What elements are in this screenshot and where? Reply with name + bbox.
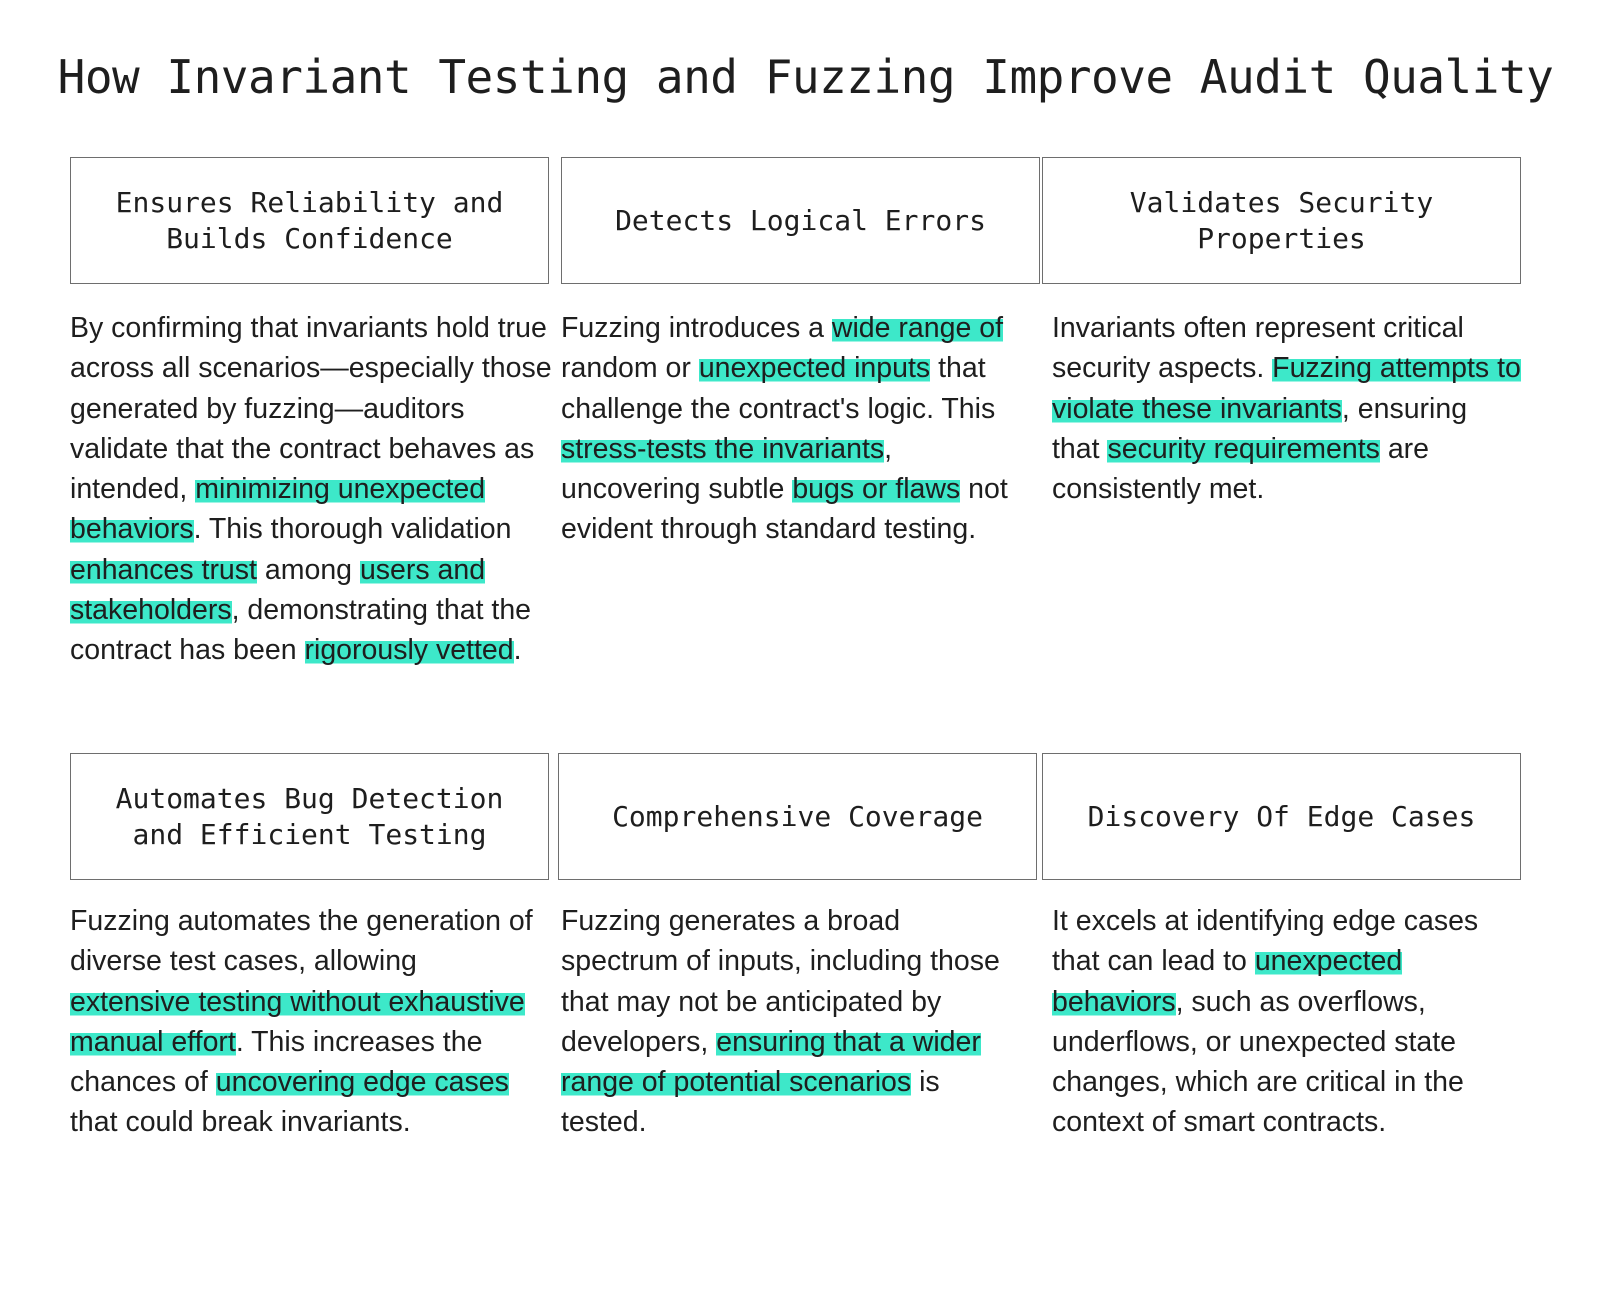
body-text: , uncovering subtle: [561, 432, 893, 506]
highlighted-phrase: unexpected inputs: [698, 352, 931, 385]
highlighted-phrase: unexpected behaviors: [1052, 945, 1403, 1018]
body-text: not evident through standard testing.: [561, 473, 1008, 546]
highlighted-phrase: uncovering edge cases: [215, 1066, 509, 1099]
card-body-coverage: [561, 901, 1021, 1143]
body-text: among: [256, 553, 360, 586]
body-text: . This increases the chances of: [70, 1025, 483, 1099]
highlighted-phrase: wide range of: [831, 312, 1004, 344]
card-body-security: [1052, 308, 1522, 509]
page-title: How Invariant Testing and Fuzzing Improve Audit Quality: [57, 50, 1554, 104]
card-heading-reliability: Ensures Reliability and Builds Confidence: [70, 157, 549, 284]
body-text: , such as overflows, underflows, or unexpected state changes, which are critical in the context of smart contracts.: [1052, 985, 1464, 1139]
body-text: , ensuring that: [1052, 392, 1468, 465]
highlighted-phrase: rigorously vetted: [304, 634, 514, 667]
body-text: that challenge the contract's logic. This: [561, 352, 996, 425]
highlighted-phrase: extensive testing without exhaustive manual effort: [70, 985, 525, 1058]
card-heading-edge-cases: Discovery Of Edge Cases: [1042, 753, 1521, 880]
card-body-edge-cases: [1052, 901, 1492, 1143]
body-text: are consistently met.: [1052, 432, 1430, 506]
card-heading-logical-errors: Detects Logical Errors: [561, 157, 1040, 284]
body-text: random or: [561, 352, 699, 385]
highlighted-phrase: ensuring that a wider range of potential scenarios: [561, 1025, 981, 1099]
highlighted-phrase: Fuzzing attempts to violate these invariants: [1052, 352, 1521, 425]
body-text: Fuzzing automates the generation of diverse test cases, allowing: [70, 905, 533, 978]
highlighted-phrase: stress-tests the invariants: [561, 432, 885, 465]
body-text: is tested.: [561, 1066, 940, 1139]
body-text: Fuzzing introduces a: [561, 312, 832, 344]
card-heading-automation: Automates Bug Detection and Efficient Testing: [70, 753, 549, 880]
card-body-reliability: [70, 308, 556, 671]
card-heading-coverage: Comprehensive Coverage: [558, 753, 1037, 880]
highlighted-phrase: enhances trust: [70, 553, 257, 586]
highlighted-phrase: users and stakeholders: [70, 553, 486, 627]
body-text: , demonstrating that the contract has been: [70, 594, 532, 667]
highlighted-phrase: bugs or flaws: [792, 473, 961, 506]
card-body-logical-errors: [561, 308, 1031, 550]
body-text: Invariants often represent critical security aspects.: [1052, 312, 1464, 385]
card-body-automation: [70, 901, 545, 1143]
body-text: that could break invariants.: [70, 1106, 411, 1139]
card-heading-security: Validates Security Properties: [1042, 157, 1521, 284]
body-text: . This thorough validation: [193, 513, 512, 546]
highlighted-phrase: security requirements: [1107, 432, 1380, 465]
body-text: It excels at identifying edge cases that can lead to: [1052, 905, 1479, 978]
body-text: .: [513, 634, 522, 667]
body-text: Fuzzing generates a broad spectrum of inputs, including those that may not be anticipated by developers,: [561, 905, 1000, 1058]
highlighted-phrase: minimizing unexpected behaviors: [70, 473, 486, 546]
body-text: By confirming that invariants hold true across all scenarios—especially those generated by fuzzing—auditors validate that the contract behaves as intended,: [70, 312, 552, 506]
